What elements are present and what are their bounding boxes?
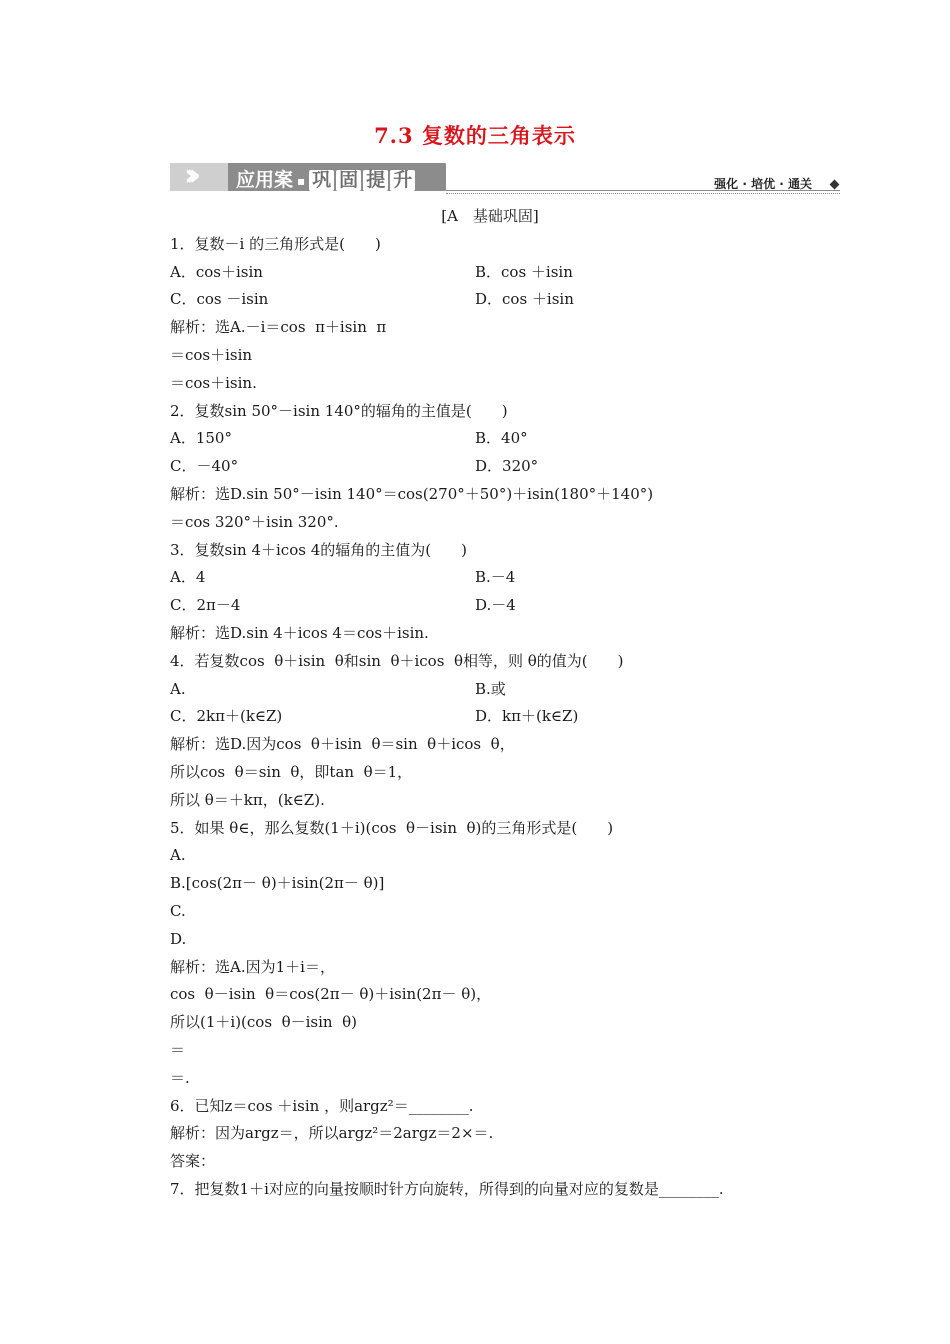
option-c: C.: [170, 901, 186, 920]
options-row: [170, 259, 850, 287]
section-banner: [170, 158, 840, 194]
options-row: [170, 453, 850, 481]
solution-line: 解析：选A.因为1＋i＝，: [170, 957, 335, 976]
solution-line: 解析：因为argz＝，所以argz²＝2argz＝2×＝.: [170, 1124, 494, 1143]
banner-accent: [170, 158, 228, 193]
solution-line: 解析：选D.sin 4＋icos 4＝cos＋isin.: [170, 623, 429, 642]
option-c: C．－40°: [170, 457, 239, 476]
solution-line: ＝cos＋isin: [170, 345, 253, 364]
dot-separator-icon: ▪: [297, 173, 306, 188]
options-row: [170, 703, 850, 731]
solution-line: 解析：选D.sin 50°－isin 140°＝cos(270°＋50°)＋isin(180°＋140°): [170, 484, 654, 503]
option-b: B．40°: [475, 429, 528, 448]
banner-box-char: 升: [390, 170, 415, 191]
banner-label: 应用案: [236, 169, 294, 191]
option-a: A．150°: [170, 429, 232, 448]
options-row: [170, 676, 850, 704]
solution-line: ＝cos 320°＋isin 320°.: [170, 512, 339, 531]
answer-label: 答案：: [170, 1152, 216, 1171]
option-a: A.: [170, 846, 186, 865]
options-row: [170, 592, 850, 620]
solution-line: 解析：选D.因为cos θ＋isin θ＝sin θ＋icos θ，: [170, 735, 515, 754]
question-6: 6．已知z＝cos ＋isin ，则argz²＝________.: [170, 1096, 474, 1115]
question-5: 5．如果 θ∈，那么复数(1＋i)(cos θ－isin θ)的三角形式是( ): [170, 818, 614, 837]
options-row: [170, 286, 850, 314]
option-b: B.[cos(2π－ θ)＋isin(2π－ θ)]: [170, 874, 385, 893]
section-label: [A 基础巩固]: [441, 207, 539, 225]
diamond-icon: [830, 180, 840, 190]
solution-line: ＝cos＋isin.: [170, 373, 257, 392]
options-row: [170, 564, 850, 592]
solution-line: 所以cos θ＝sin θ，即tan θ＝1，: [170, 762, 413, 781]
option-d: D．kπ＋(k∈Z): [475, 707, 579, 726]
question-4: 4．若复数cos θ＋isin θ和sin θ＋icos θ相等，则 θ的值为( ): [170, 651, 624, 670]
option-c: C．2kπ＋(k∈Z): [170, 707, 283, 726]
option-a: A．4: [170, 568, 206, 587]
solution-line: 所以(1＋i)(cos θ－isin θ): [170, 1013, 357, 1032]
banner-tagline: 强化 · 培优 · 通关: [714, 177, 812, 191]
banner-heading: [236, 165, 417, 192]
option-b: B．cos ＋isin: [475, 262, 573, 281]
option-c: C．cos －isin: [170, 290, 269, 309]
option-b: B.－4: [475, 568, 516, 587]
option-d: D．320°: [475, 457, 539, 476]
question-1: 1．复数－i 的三角形式是( ): [170, 234, 381, 253]
option-b: B.或: [475, 679, 506, 698]
solution-line: ＝.: [170, 1068, 190, 1087]
solution-line: cos θ－isin θ＝cos(2π－ θ)＋isin(2π－ θ)，: [170, 985, 492, 1004]
option-a: A.: [170, 679, 186, 698]
question-3: 3．复数sin 4＋icos 4的辐角的主值为( ): [170, 540, 467, 559]
banner-rule-dotted: [446, 193, 840, 194]
question-7: 7．把复数1＋i对应的向量按顺时针方向旋转，所得到的向量对应的复数是________.: [170, 1179, 724, 1198]
banner-box-char: 提: [363, 170, 388, 191]
solution-line: 解析：选A.－i＝cos π＋isin π: [170, 318, 387, 337]
banner-box-char: 巩: [309, 170, 334, 191]
page-title: 7.3 复数的三角表示: [374, 123, 576, 148]
solution-line: 所以 θ＝＋kπ，(k∈Z).: [170, 790, 325, 809]
option-c: C．2π－4: [170, 596, 241, 615]
option-d: D．cos ＋isin: [475, 290, 574, 309]
option-d: D.－4: [475, 596, 516, 615]
options-row: [170, 425, 850, 453]
option-a: A．cos＋isin: [170, 262, 263, 281]
exercise-content: [170, 203, 850, 1204]
question-2: 2．复数sin 50°－isin 140°的辐角的主值是( ): [170, 401, 508, 420]
option-d: D.: [170, 929, 187, 948]
solution-line: ＝: [170, 1040, 186, 1059]
banner-box-char: 固: [336, 170, 361, 191]
chevron-right-icon: ›››: [184, 158, 192, 193]
